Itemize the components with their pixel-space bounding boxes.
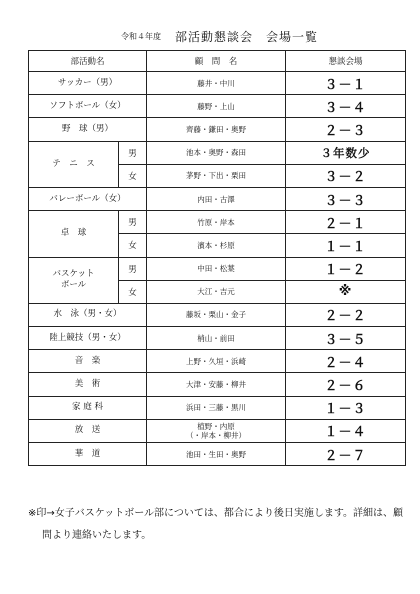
venue-room: １－２ bbox=[286, 257, 406, 280]
gender-label: 男 bbox=[119, 141, 147, 164]
gender-label: 男 bbox=[119, 211, 147, 234]
column-header-club: 部活動名 bbox=[29, 51, 147, 72]
venue-room: ３－２ bbox=[286, 164, 406, 187]
advisor-names: 上野・久垣・浜崎 bbox=[147, 350, 286, 373]
advisor-names: 池本・奥野・森田 bbox=[147, 141, 286, 164]
table-row bbox=[29, 211, 406, 234]
club-name: 陸上競技（男・女） bbox=[29, 327, 147, 350]
advisor-names: 浜田・三藤・黒川 bbox=[147, 396, 286, 419]
table-row bbox=[29, 118, 406, 141]
advisor-names bbox=[147, 419, 286, 442]
club-name: テ ニ ス bbox=[29, 141, 119, 187]
club-name-line-2: ボール bbox=[60, 280, 87, 291]
document-header bbox=[0, 28, 420, 44]
venue-room: ※ bbox=[286, 280, 406, 303]
advisor-names: 齊藤・鎌田・奥野 bbox=[147, 118, 286, 141]
column-header-venue: 懇談会場 bbox=[286, 51, 406, 72]
gender-label: 女 bbox=[119, 164, 147, 187]
venue-table bbox=[28, 50, 406, 466]
gender-label: 男 bbox=[119, 257, 147, 280]
club-name: バレーボール（女） bbox=[29, 187, 147, 210]
table-header-row bbox=[29, 51, 406, 72]
advisor-names: 中田・松葉 bbox=[147, 257, 286, 280]
advisor-names: 内田・古澤 bbox=[147, 187, 286, 210]
club-name bbox=[29, 257, 119, 303]
table-row bbox=[29, 373, 406, 396]
venue-room: ３－４ bbox=[286, 95, 406, 118]
club-name: 音 楽 bbox=[29, 350, 147, 373]
advisor-names: 藤野・上山 bbox=[147, 95, 286, 118]
table-row bbox=[29, 327, 406, 350]
table-row bbox=[29, 303, 406, 326]
venue-room: ２－１ bbox=[286, 211, 406, 234]
footnote bbox=[28, 503, 408, 547]
club-name: 美 術 bbox=[29, 373, 147, 396]
venue-room: ２－３ bbox=[286, 118, 406, 141]
gender-label: 女 bbox=[119, 280, 147, 303]
footnote-line-1: ※印→女子バスケットボール部については、都合により後日実施します。詳細は、顧 bbox=[28, 508, 404, 519]
advisor-names: 池田・生田・奥野 bbox=[147, 443, 286, 466]
table-row bbox=[29, 95, 406, 118]
club-name: 家 庭 科 bbox=[29, 396, 147, 419]
table-row bbox=[29, 419, 406, 442]
venue-room: １－４ bbox=[286, 419, 406, 442]
venue-room: ３－５ bbox=[286, 327, 406, 350]
advisor-names: 藤井・中川 bbox=[147, 72, 286, 95]
club-name-line-1: バスケット bbox=[52, 269, 95, 280]
venue-room: １－１ bbox=[286, 234, 406, 257]
page-title: 部活動懇談会 会場一覧 bbox=[175, 30, 319, 44]
venue-room: ２－４ bbox=[286, 350, 406, 373]
table-row bbox=[29, 350, 406, 373]
advisor-names: 藤坂・栗山・金子 bbox=[147, 303, 286, 326]
club-name: 水 泳（男・女） bbox=[29, 303, 147, 326]
table-row bbox=[29, 187, 406, 210]
venue-room: ３－１ bbox=[286, 72, 406, 95]
footnote-line-2: 問より連絡いたします。 bbox=[42, 530, 152, 541]
table-row bbox=[29, 72, 406, 95]
venue-room: ２－６ bbox=[286, 373, 406, 396]
venue-room: １－３ bbox=[286, 396, 406, 419]
advisor-names: 梢山・前田 bbox=[147, 327, 286, 350]
advisor-names: 茅野・下出・栗田 bbox=[147, 164, 286, 187]
fiscal-year-label: 令和４年度 bbox=[121, 32, 161, 41]
venue-room: ３－３ bbox=[286, 187, 406, 210]
table-row bbox=[29, 141, 406, 164]
advisor-names: 大津・安藤・柳井 bbox=[147, 373, 286, 396]
column-header-advisor: 顧 問 名 bbox=[147, 51, 286, 72]
club-name: 放 送 bbox=[29, 419, 147, 442]
gender-label: 女 bbox=[119, 234, 147, 257]
venue-room: ３年数少 bbox=[286, 141, 406, 164]
table-row bbox=[29, 396, 406, 419]
venue-room: ２－２ bbox=[286, 303, 406, 326]
table-row bbox=[29, 443, 406, 466]
advisor-names-line-1: 植野・内原 bbox=[197, 421, 235, 431]
club-name: 野 球（男） bbox=[29, 118, 147, 141]
table-row bbox=[29, 257, 406, 280]
club-name: サッカー（男） bbox=[29, 72, 147, 95]
advisor-names: 竹原・岸本 bbox=[147, 211, 286, 234]
advisor-names: 濱本・杉原 bbox=[147, 234, 286, 257]
club-name: ソフトボール（女） bbox=[29, 95, 147, 118]
club-name: 卓 球 bbox=[29, 211, 119, 257]
venue-room: ２－７ bbox=[286, 443, 406, 466]
advisor-names-line-2: （・岸本・柳井） bbox=[186, 430, 247, 440]
advisor-names: 大江・吉元 bbox=[147, 280, 286, 303]
club-name: 華 道 bbox=[29, 443, 147, 466]
